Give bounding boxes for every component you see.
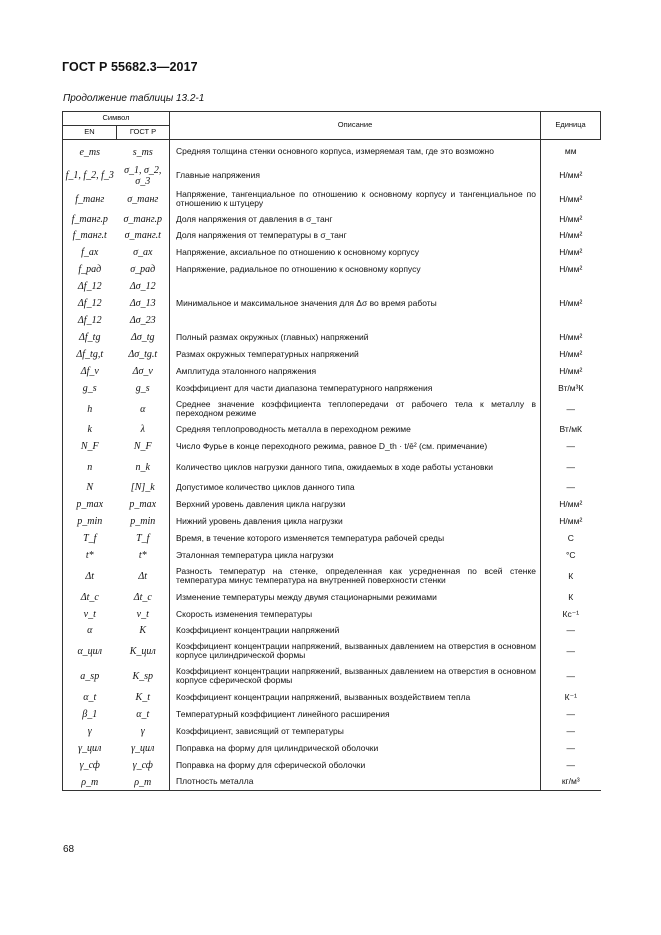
- table-row: [63, 363, 601, 380]
- table-body: [63, 140, 601, 791]
- description-cell: Полный размах окружных (главных) напряжений: [170, 329, 541, 346]
- en-symbol-cell: γ: [63, 723, 117, 740]
- gost-symbol-cell: Δσ_13: [117, 295, 170, 312]
- description-cell: Коэффициент концентрации напряжений: [170, 623, 541, 639]
- table-row: [63, 564, 601, 589]
- unit-cell: Н/мм²: [541, 261, 601, 278]
- table-row: [63, 639, 601, 664]
- description-cell: Коэффициент концентрации напряжений, вызванных давлением на отверстия в основном корпусе цилиндрической формы: [170, 639, 541, 664]
- table-row: [63, 312, 601, 329]
- gost-symbol-cell: N_F: [117, 438, 170, 455]
- gost-symbol-cell: σ_ах: [117, 244, 170, 261]
- page-number: 68: [63, 844, 75, 855]
- table-row: [63, 140, 601, 165]
- unit-cell: С: [541, 530, 601, 547]
- description-cell: Поправка на форму для цилиндрической оболочки: [170, 740, 541, 757]
- gost-symbol-cell: σ_танг.p: [117, 212, 170, 228]
- description-cell: Плотность металла: [170, 774, 541, 791]
- en-symbol-cell: h: [63, 397, 117, 422]
- document-standard-header: ГОСТ Р 55682.3—2017: [62, 60, 198, 74]
- unit-cell: —: [541, 723, 601, 740]
- gost-symbol-cell: s_ms: [117, 140, 170, 165]
- table-row: [63, 496, 601, 513]
- gost-symbol-cell: g_s: [117, 380, 170, 397]
- description-cell: Коэффициент, зависящий от температуры: [170, 723, 541, 740]
- en-symbol-cell: γ_сф: [63, 757, 117, 774]
- description-cell: Разность температур на стенке, определенная как усредненная по всей стенке температура минус температура на внутренней поверхности стенки: [170, 564, 541, 589]
- unit-cell: —: [541, 757, 601, 774]
- en-symbol-cell: N_F: [63, 438, 117, 455]
- unit-cell: К⁻¹: [541, 689, 601, 706]
- gost-symbol-cell: p_max: [117, 496, 170, 513]
- description-cell: Размах окружных температурных напряжений: [170, 346, 541, 363]
- table-row: [63, 261, 601, 278]
- description-cell: Доля напряжения от температуры в σ_танг: [170, 228, 541, 244]
- table-row: [63, 346, 601, 363]
- en-symbol-cell: Δf_tg: [63, 329, 117, 346]
- unit-cell: —: [541, 706, 601, 723]
- en-symbol-cell: α_t: [63, 689, 117, 706]
- en-symbol-cell: e_ms: [63, 140, 117, 165]
- gost-symbol-cell: p_min: [117, 513, 170, 530]
- en-symbol-cell: v_t: [63, 606, 117, 623]
- unit-cell: Н/мм²: [541, 513, 601, 530]
- table-row: [63, 278, 601, 295]
- table-row: [63, 165, 601, 187]
- table-row: [63, 589, 601, 606]
- en-symbol-cell: t*: [63, 547, 117, 564]
- description-cell: Число Фурье в конце переходного режима, равное D_th · t/ē² (см. примечание): [170, 438, 541, 455]
- gost-symbol-cell: α: [117, 397, 170, 422]
- unit-cell: —: [541, 740, 601, 757]
- description-cell: Минимальное и максимальное значения для Δσ во время работы: [170, 295, 541, 312]
- table-row: [63, 513, 601, 530]
- unit-cell: —: [541, 397, 601, 422]
- description-cell: [170, 278, 541, 295]
- table-row: [63, 706, 601, 723]
- description-cell: Главные напряжения: [170, 165, 541, 187]
- table-row: [63, 455, 601, 480]
- table-row: [63, 740, 601, 757]
- unit-cell: Н/мм²: [541, 496, 601, 513]
- description-cell: Средняя теплопроводность металла в переходном режиме: [170, 422, 541, 438]
- gost-symbol-cell: K_цил: [117, 639, 170, 664]
- gost-symbol-cell: Δσ_tg: [117, 329, 170, 346]
- table-row: [63, 623, 601, 639]
- gost-symbol-cell: γ_цил: [117, 740, 170, 757]
- gost-symbol-cell: σ_танг: [117, 187, 170, 212]
- en-symbol-cell: f_танг.t: [63, 228, 117, 244]
- symbols-table: [62, 111, 601, 791]
- table-row: [63, 547, 601, 564]
- unit-cell: кг/м³: [541, 774, 601, 791]
- description-cell: Допустимое количество циклов данного типа: [170, 480, 541, 496]
- unit-cell: Кс⁻¹: [541, 606, 601, 623]
- unit-cell: Н/мм²: [541, 165, 601, 187]
- gost-symbol-cell: Δt_c: [117, 589, 170, 606]
- en-header: EN: [63, 126, 117, 140]
- en-symbol-cell: Δt: [63, 564, 117, 589]
- gost-header: ГОСТ Р: [117, 126, 170, 140]
- description-cell: Поправка на форму для сферической оболочки: [170, 757, 541, 774]
- table-row: [63, 244, 601, 261]
- en-symbol-cell: N: [63, 480, 117, 496]
- en-symbol-cell: f_рад: [63, 261, 117, 278]
- table-row: [63, 187, 601, 212]
- en-symbol-cell: β_1: [63, 706, 117, 723]
- gost-symbol-cell: ρ_m: [117, 774, 170, 791]
- gost-symbol-cell: σ_1, σ_2, σ_3: [117, 165, 170, 187]
- description-cell: Изменение температуры между двумя стационарными режимами: [170, 589, 541, 606]
- en-symbol-cell: γ_цил: [63, 740, 117, 757]
- table-caption: Продолжение таблицы 13.2-1: [63, 93, 205, 104]
- unit-cell: Н/мм²: [541, 244, 601, 261]
- en-symbol-cell: p_max: [63, 496, 117, 513]
- table-row: [63, 422, 601, 438]
- description-cell: Амплитуда эталонного напряжения: [170, 363, 541, 380]
- unit-cell: мм: [541, 140, 601, 165]
- description-cell: Напряжение, тангенциальное по отношению к основному корпусу и тангенциальное по отношению к штуцеру: [170, 187, 541, 212]
- gost-symbol-cell: Δσ_v: [117, 363, 170, 380]
- description-cell: Среднее значение коэффициента теплопередачи от рабочего тела к металлу в переходном режиме: [170, 397, 541, 422]
- gost-symbol-cell: K: [117, 623, 170, 639]
- table-row: [63, 689, 601, 706]
- unit-cell: °С: [541, 547, 601, 564]
- table-row: [63, 530, 601, 547]
- table-row: [63, 664, 601, 689]
- en-symbol-cell: f_танг: [63, 187, 117, 212]
- table-row: [63, 380, 601, 397]
- unit-cell: —: [541, 438, 601, 455]
- en-symbol-cell: Δf_tg,t: [63, 346, 117, 363]
- table-row: [63, 329, 601, 346]
- en-symbol-cell: f_1, f_2, f_3: [63, 165, 117, 187]
- unit-cell: Н/мм²: [541, 212, 601, 228]
- table-row: [63, 757, 601, 774]
- table-row: [63, 295, 601, 312]
- en-symbol-cell: f_ах: [63, 244, 117, 261]
- table-row: [63, 397, 601, 422]
- en-symbol-cell: Δt_c: [63, 589, 117, 606]
- gost-symbol-cell: n_k: [117, 455, 170, 480]
- en-symbol-cell: Δf_v: [63, 363, 117, 380]
- description-cell: Доля напряжения от давления в σ_танг: [170, 212, 541, 228]
- gost-symbol-cell: λ: [117, 422, 170, 438]
- unit-cell: Н/мм²: [541, 346, 601, 363]
- symbol-header: Символ: [63, 112, 170, 126]
- table-row: [63, 212, 601, 228]
- description-cell: Время, в течение которого изменяется температура рабочей среды: [170, 530, 541, 547]
- table-row: [63, 480, 601, 496]
- en-symbol-cell: α_цил: [63, 639, 117, 664]
- description-cell: Скорость изменения температуры: [170, 606, 541, 623]
- gost-symbol-cell: α_t: [117, 706, 170, 723]
- unit-cell: —: [541, 480, 601, 496]
- en-symbol-cell: α: [63, 623, 117, 639]
- table-row: [63, 606, 601, 623]
- description-cell: Коэффициент для части диапазона температурного напряжения: [170, 380, 541, 397]
- unit-cell: —: [541, 664, 601, 689]
- unit-cell: Вт/мК: [541, 422, 601, 438]
- en-symbol-cell: p_min: [63, 513, 117, 530]
- en-symbol-cell: ρ_m: [63, 774, 117, 791]
- description-cell: Количество циклов нагрузки данного типа, ожидаемых в ходе работы установки: [170, 455, 541, 480]
- description-cell: Коэффициент концентрации напряжений, вызванных воздействием тепла: [170, 689, 541, 706]
- gost-symbol-cell: K_sp: [117, 664, 170, 689]
- gost-symbol-cell: Δσ_23: [117, 312, 170, 329]
- unit-cell: Н/мм²: [541, 228, 601, 244]
- unit-cell: —: [541, 623, 601, 639]
- table-row: [63, 438, 601, 455]
- gost-symbol-cell: γ_сф: [117, 757, 170, 774]
- table-row: [63, 228, 601, 244]
- gost-symbol-cell: v_t: [117, 606, 170, 623]
- unit-cell: К: [541, 564, 601, 589]
- unit-cell: Н/мм²: [541, 363, 601, 380]
- description-cell: Температурный коэффициент линейного расширения: [170, 706, 541, 723]
- en-symbol-cell: f_танг.p: [63, 212, 117, 228]
- description-cell: Коэффициент концентрации напряжений, вызванных давлением на отверстия в основном корпусе сферической формы: [170, 664, 541, 689]
- unit-cell: Вт/м³К: [541, 380, 601, 397]
- gost-symbol-cell: T_f: [117, 530, 170, 547]
- gost-symbol-cell: σ_танг.t: [117, 228, 170, 244]
- description-cell: Напряжение, аксиальное по отношению к основному корпусу: [170, 244, 541, 261]
- gost-symbol-cell: Δσ_tg.t: [117, 346, 170, 363]
- en-symbol-cell: Δf_12: [63, 278, 117, 295]
- gost-symbol-cell: Δt: [117, 564, 170, 589]
- description-cell: Нижний уровень давления цикла нагрузки: [170, 513, 541, 530]
- en-symbol-cell: n: [63, 455, 117, 480]
- gost-symbol-cell: [N]_k: [117, 480, 170, 496]
- en-symbol-cell: g_s: [63, 380, 117, 397]
- unit-cell: К: [541, 589, 601, 606]
- description-cell: Верхний уровень давления цикла нагрузки: [170, 496, 541, 513]
- en-symbol-cell: a_sp: [63, 664, 117, 689]
- en-symbol-cell: k: [63, 422, 117, 438]
- description-cell: Средняя толщина стенки основного корпуса, измеряемая там, где это возможно: [170, 140, 541, 165]
- en-symbol-cell: Δf_12: [63, 295, 117, 312]
- gost-symbol-cell: σ_рад: [117, 261, 170, 278]
- gost-symbol-cell: Δσ_12: [117, 278, 170, 295]
- en-symbol-cell: Δf_12: [63, 312, 117, 329]
- gost-symbol-cell: γ: [117, 723, 170, 740]
- table-row: [63, 774, 601, 791]
- unit-cell: —: [541, 639, 601, 664]
- en-symbol-cell: T_f: [63, 530, 117, 547]
- description-header: Описание: [170, 112, 541, 140]
- table-row: [63, 723, 601, 740]
- description-cell: Напряжение, радиальное по отношению к основному корпусу: [170, 261, 541, 278]
- unit-cell: —: [541, 455, 601, 480]
- unit-cell: [541, 278, 601, 295]
- description-cell: Эталонная температура цикла нагрузки: [170, 547, 541, 564]
- description-cell: [170, 312, 541, 329]
- unit-cell: Н/мм²: [541, 329, 601, 346]
- unit-header: Единица: [541, 112, 601, 140]
- unit-cell: [541, 312, 601, 329]
- gost-symbol-cell: t*: [117, 547, 170, 564]
- gost-symbol-cell: K_t: [117, 689, 170, 706]
- unit-cell: Н/мм²: [541, 295, 601, 312]
- unit-cell: Н/мм²: [541, 187, 601, 212]
